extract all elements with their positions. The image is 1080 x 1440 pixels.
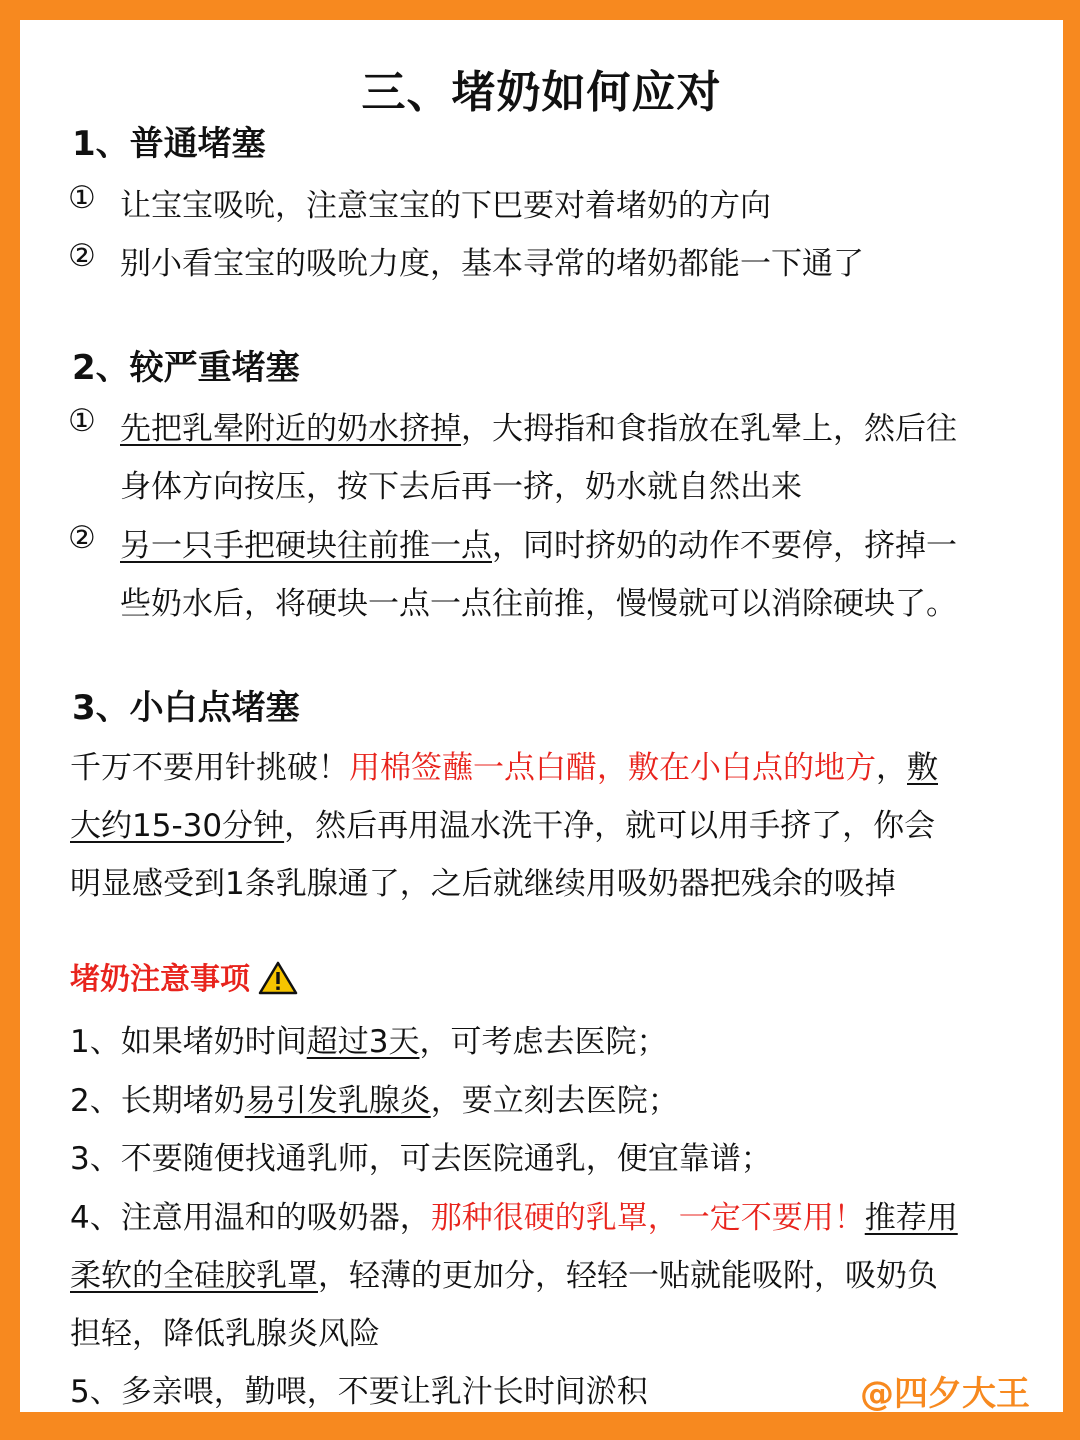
list-item-continuation: 些奶水后，将硬块一点一点往前推，慢慢就可以消除硬块了。	[120, 586, 957, 622]
paragraph-line: 千万不要用针挑破！用棉签蘸一点白醋，敷在小白点的地方，敷	[70, 750, 938, 786]
underlined-text: 超过3天	[306, 1024, 420, 1060]
section-2-heading: 2、较严重堵塞	[72, 348, 300, 388]
notes-item: 3、不要随便找通乳师，可去医院通乳，便宜靠谱；	[70, 1141, 772, 1177]
list-marker: ②	[68, 238, 96, 274]
underlined-text: 另一只手把硬块往前推一点	[120, 528, 492, 564]
paragraph-line: 大约15-30分钟，然后再用温水洗干净，就可以用手挤了，你会	[70, 808, 936, 844]
list-item: 先把乳晕附近的奶水挤掉，大拇指和食指放在乳晕上，然后往	[120, 411, 957, 447]
underlined-text: 先把乳晕附近的奶水挤掉	[120, 411, 461, 447]
notes-heading: 堵奶注意事项	[70, 954, 298, 998]
list-marker: ②	[68, 520, 96, 556]
notes-item: 4、注意用温和的吸奶器，那种很硬的乳罩，一定不要用！推荐用	[70, 1200, 958, 1236]
content-card	[20, 20, 1063, 1412]
section-1-heading: 1、普通堵塞	[72, 124, 266, 164]
warning-icon	[258, 961, 298, 995]
underlined-text: 柔软的全硅胶乳罩	[70, 1258, 318, 1294]
list-item-continuation: 身体方向按压，按下去后再一挤，奶水就自然出来	[120, 469, 802, 505]
list-item: 别小看宝宝的吸吮力度，基本寻常的堵奶都能一下通了	[120, 246, 864, 282]
highlight-red: 那种很硬的乳罩，一定不要用！	[430, 1200, 865, 1236]
list-marker: ①	[68, 180, 96, 216]
author-handle: @四夕大王	[860, 1374, 1030, 1414]
notes-item: 5、多亲喂，勤喂，不要让乳汁长时间淤积	[70, 1374, 648, 1410]
underlined-text: 易引发乳腺炎	[244, 1083, 431, 1119]
list-item: 另一只手把硬块往前推一点，同时挤奶的动作不要停，挤掉一	[120, 528, 957, 564]
notes-item-continuation: 柔软的全硅胶乳罩，轻薄的更加分，轻轻一贴就能吸附，吸奶负	[70, 1258, 938, 1294]
notes-item-continuation: 担轻，降低乳腺炎风险	[70, 1316, 380, 1352]
list-item: 让宝宝吸吮，注意宝宝的下巴要对着堵奶的方向	[120, 188, 771, 224]
paragraph-line: 明显感受到1条乳腺通了，之后就继续用吸奶器把残余的吸掉	[70, 866, 896, 902]
page-title: 三、堵奶如何应对	[361, 67, 722, 118]
section-3-heading: 3、小白点堵塞	[72, 688, 300, 728]
underlined-text: 推荐用	[864, 1200, 958, 1236]
highlight-red: 用棉签蘸一点白醋，敷在小白点的地方	[349, 750, 876, 786]
list-marker: ①	[68, 403, 96, 439]
underlined-text: 大约15-30分钟	[70, 808, 285, 844]
notes-item: 2、长期堵奶易引发乳腺炎，要立刻去医院；	[70, 1083, 679, 1119]
notes-item: 1、如果堵奶时间超过3天，可考虑去医院；	[70, 1024, 668, 1060]
